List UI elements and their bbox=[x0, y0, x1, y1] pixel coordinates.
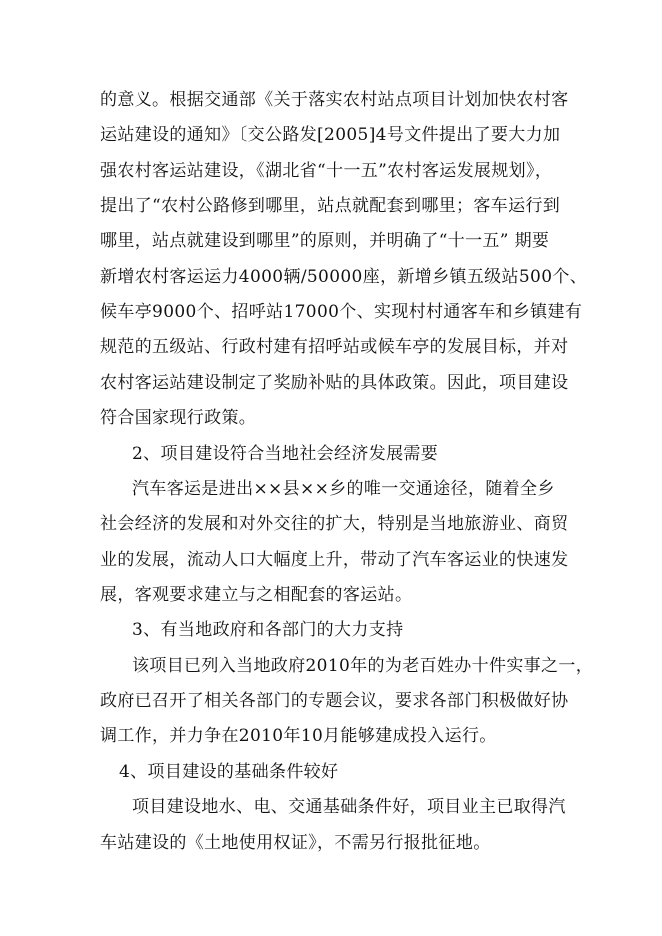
text-line-2: 运站建设的通知》〔交公路发[2005]4号文件提出了要大力加 bbox=[100, 125, 561, 145]
text-line-7: 候车亭9000个、招呼站17000个、实现村村通客车和乡镇建有 bbox=[100, 302, 583, 322]
text-line-14: 业的发展，流动人口大幅度上升，带动了汽车客运业的快速发 bbox=[100, 550, 569, 570]
text-line-3: 强农村客运站建设，《湖北省“十一五”农村客运发展规划》， bbox=[100, 161, 553, 181]
section-heading-4: 4、项目建设的基础条件较好 bbox=[119, 762, 339, 782]
text-line-12: 汽车客运是进出××县××乡的唯一交通途径，随着全乡 bbox=[132, 479, 555, 499]
text-line-9: 农村客运站建设制定了奖励补贴的具体政策。因此，项目建设 bbox=[100, 373, 569, 393]
text-line-5: 哪里，站点就建设到哪里”的原则，并明确了“十一五” 期要 bbox=[100, 231, 550, 251]
text-line-8: 规范的五级站、行政村建有招呼站或候车亭的发展目标，并对 bbox=[100, 337, 569, 357]
text-line-4: 提出了“农村公路修到哪里，站点就配套到哪里；客车运行到 bbox=[100, 196, 561, 216]
text-line-6: 新增农村客运运力4000辆/50000座，新增乡镇五级站500个、 bbox=[100, 267, 588, 287]
section-heading-2: 2、项目建设符合当地社会经济发展需要 bbox=[132, 444, 439, 464]
section-heading-3: 3、有当地政府和各部门的大力支持 bbox=[132, 620, 404, 640]
text-line-10: 符合国家现行政策。 bbox=[100, 408, 257, 428]
text-line-17: 该项目已列入当地政府2010年的为老百姓办十件实事之一， bbox=[132, 656, 594, 676]
text-line-21: 项目建设地水、电、交通基础条件好，项目业主已取得汽 bbox=[132, 797, 566, 817]
text-line-13: 社会经济的发展和对外交往的扩大，特别是当地旅游业、商贸 bbox=[100, 514, 569, 534]
text-line-22: 车站建设的《土地使用权证》，不需另行报批征地。 bbox=[100, 833, 491, 853]
text-line-19: 调工作，并力争在2010年10月能够建成投入运行。 bbox=[100, 726, 497, 746]
text-line-15: 展，客观要求建立与之相配套的客运站。 bbox=[100, 585, 413, 605]
text-line-1: 的意义。根据交通部《关于落实农村站点项目计划加快农村客 bbox=[100, 90, 569, 110]
text-line-18: 政府已召开了相关各部门的专题会议，要求各部门积极做好协 bbox=[100, 691, 569, 711]
